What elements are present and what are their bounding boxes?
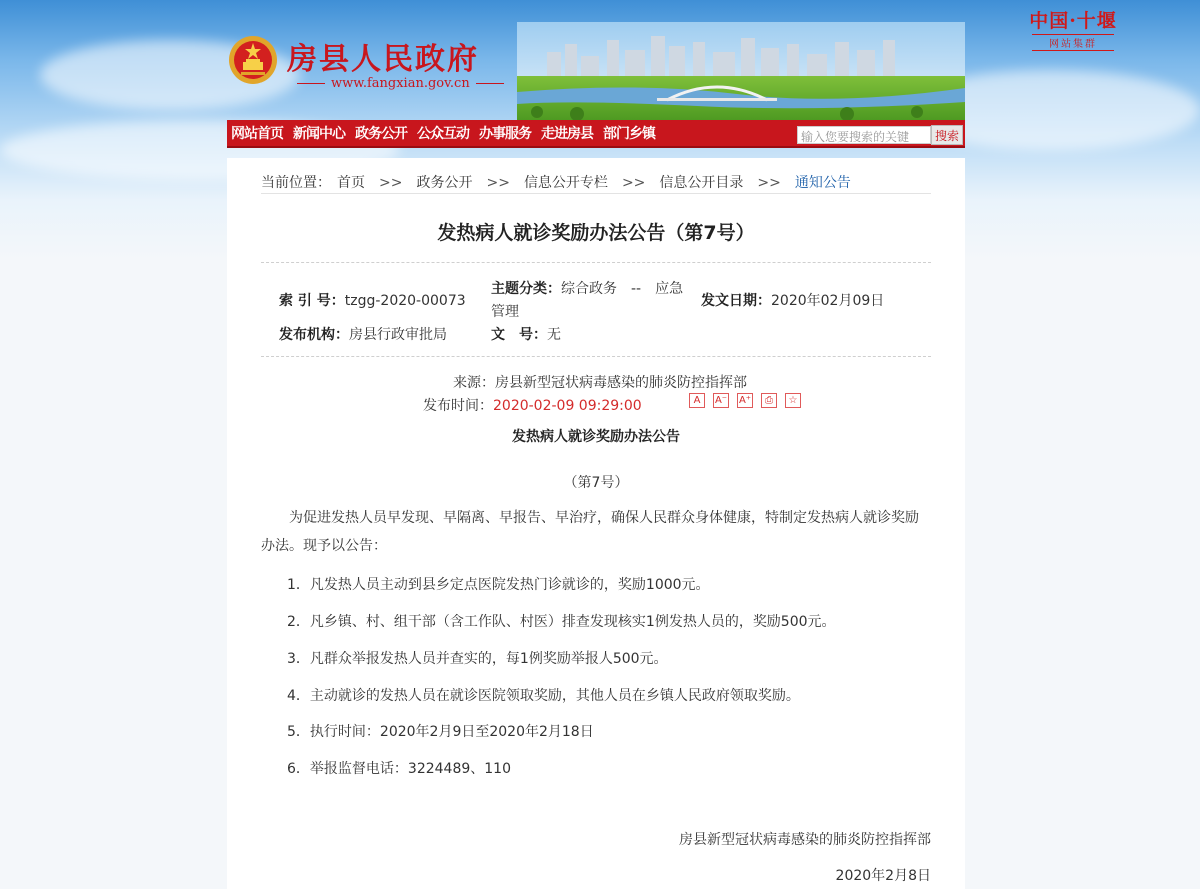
nav-item-home[interactable]: 网站首页 <box>231 126 283 142</box>
publish-time-value: 2020-02-09 09:29:00 <box>493 398 642 414</box>
meta-docno-value: 无 <box>547 327 561 343</box>
publish-time-label: 发布时间： <box>423 398 493 414</box>
meta-index-label: 索 引 号： <box>279 293 345 309</box>
meta-date <box>701 290 884 310</box>
article-heading: 发热病人就诊奖励办法公告 <box>512 429 680 445</box>
meta-category <box>491 278 683 298</box>
corner-logo[interactable] <box>1028 6 1118 51</box>
source-line <box>453 372 747 392</box>
meta-org-value: 房县行政审批局 <box>349 327 447 343</box>
font-smaller-icon[interactable]: A⁻ <box>714 395 728 406</box>
search-input[interactable]: 输入您要搜索的关键 <box>797 126 931 144</box>
font-default-icon[interactable]: A <box>689 393 705 408</box>
breadcrumb <box>261 172 931 194</box>
source-label: 来源： <box>453 375 495 391</box>
publish-time-line <box>423 395 642 415</box>
article-sign-date: 2020年2月8日 <box>835 868 931 884</box>
search-button[interactable]: 搜索 <box>931 125 963 145</box>
meta-date-label: 发文日期： <box>701 293 771 309</box>
city-banner-image <box>517 22 965 120</box>
breadcrumb-separator: >> <box>621 175 646 191</box>
font-larger-icon[interactable]: A⁺ <box>738 395 752 406</box>
main-nav <box>227 120 965 148</box>
meta-org-label: 发布机构： <box>279 327 349 343</box>
article-signature: 房县新型冠状病毒感染的肺炎防控指挥部 <box>679 832 931 848</box>
meta-docno-label: 文 号： <box>491 327 547 343</box>
article-item: 5．执行时间：2020年2月9日至2020年2月18日 <box>287 724 594 740</box>
nav-item-services[interactable]: 办事服务 <box>479 126 531 142</box>
article-item: 3．凡群众举报发热人员并查实的，每1例奖励举报人500元。 <box>287 651 668 667</box>
meta-index-value: tzgg-2020-00073 <box>344 293 466 309</box>
print-icon[interactable]: ⎙ <box>761 393 777 408</box>
meta-docno <box>491 324 561 344</box>
breadcrumb-item-info-column[interactable]: 信息公开专栏 <box>523 175 608 191</box>
article-item: 4．主动就诊的发热人员在就诊医院领取奖励，其他人员在乡镇人民政府领取奖励。 <box>287 688 800 704</box>
national-emblem-icon <box>227 34 279 86</box>
nav-item-gov-affairs[interactable]: 政务公开 <box>355 126 407 142</box>
breadcrumb-separator: >> <box>757 175 781 191</box>
page-title: 发热病人就诊奖励办法公告（第7号） <box>437 222 755 244</box>
corner-logo-sub: 网站集群 <box>1032 34 1114 51</box>
nav-item-news[interactable]: 新闻中心 <box>293 126 345 142</box>
breadcrumb-prefix: 当前位置： <box>261 175 331 191</box>
breadcrumb-separator: >> <box>486 175 510 191</box>
corner-logo-main: 中国·十堰 <box>1029 10 1117 32</box>
meta-org <box>279 324 447 344</box>
nav-item-public-interaction[interactable]: 公众互动 <box>417 126 469 142</box>
meta-category-value-cont: 管理 <box>491 304 519 320</box>
meta-category-value: 综合政务 -- 应急 <box>561 281 684 297</box>
article-item: 6．举报监督电话：3224489、110 <box>287 761 511 777</box>
meta-divider-top <box>261 262 931 263</box>
article-panel <box>227 158 965 889</box>
site-url: www.fangxian.gov.cn <box>291 76 510 91</box>
favorite-icon[interactable]: ☆ <box>785 393 801 408</box>
article-item: 2．凡乡镇、村、组干部（含工作队、村医）排查发现核实1例发热人员的，奖励500元。 <box>287 614 836 630</box>
site-title[interactable]: 房县人民政府 <box>287 42 479 77</box>
article-subheading: （第7号） <box>563 475 629 491</box>
nav-item-departments[interactable]: 部门乡镇 <box>603 126 655 142</box>
breadcrumb-separator: >> <box>379 175 403 191</box>
site-header <box>227 22 965 120</box>
meta-category-cont <box>491 301 519 321</box>
article-item: 1．凡发热人员主动到县乡定点医院发热门诊就诊的，奖励1000元。 <box>287 577 710 593</box>
article-intro: 为促进发热人员早发现、早隔离、早报告、早治疗，确保人民群众身体健康，特制定发热病人就诊奖励办法。现予以公告： <box>261 510 919 554</box>
meta-divider-bottom <box>261 356 931 357</box>
breadcrumb-item-gov-affairs[interactable]: 政务公开 <box>416 175 473 191</box>
article-tools <box>689 393 801 408</box>
meta-index <box>279 290 466 310</box>
breadcrumb-item-home[interactable]: 首页 <box>337 175 365 191</box>
nav-item-about-county[interactable]: 走进房县 <box>541 126 593 142</box>
breadcrumb-item-info-catalog[interactable]: 信息公开目录 <box>659 175 744 191</box>
breadcrumb-item-notices[interactable]: 通知公告 <box>794 175 851 191</box>
meta-category-label: 主题分类： <box>491 281 561 297</box>
meta-date-value: 2020年02月09日 <box>771 293 885 309</box>
source-value: 房县新型冠状病毒感染的肺炎防控指挥部 <box>495 375 747 391</box>
